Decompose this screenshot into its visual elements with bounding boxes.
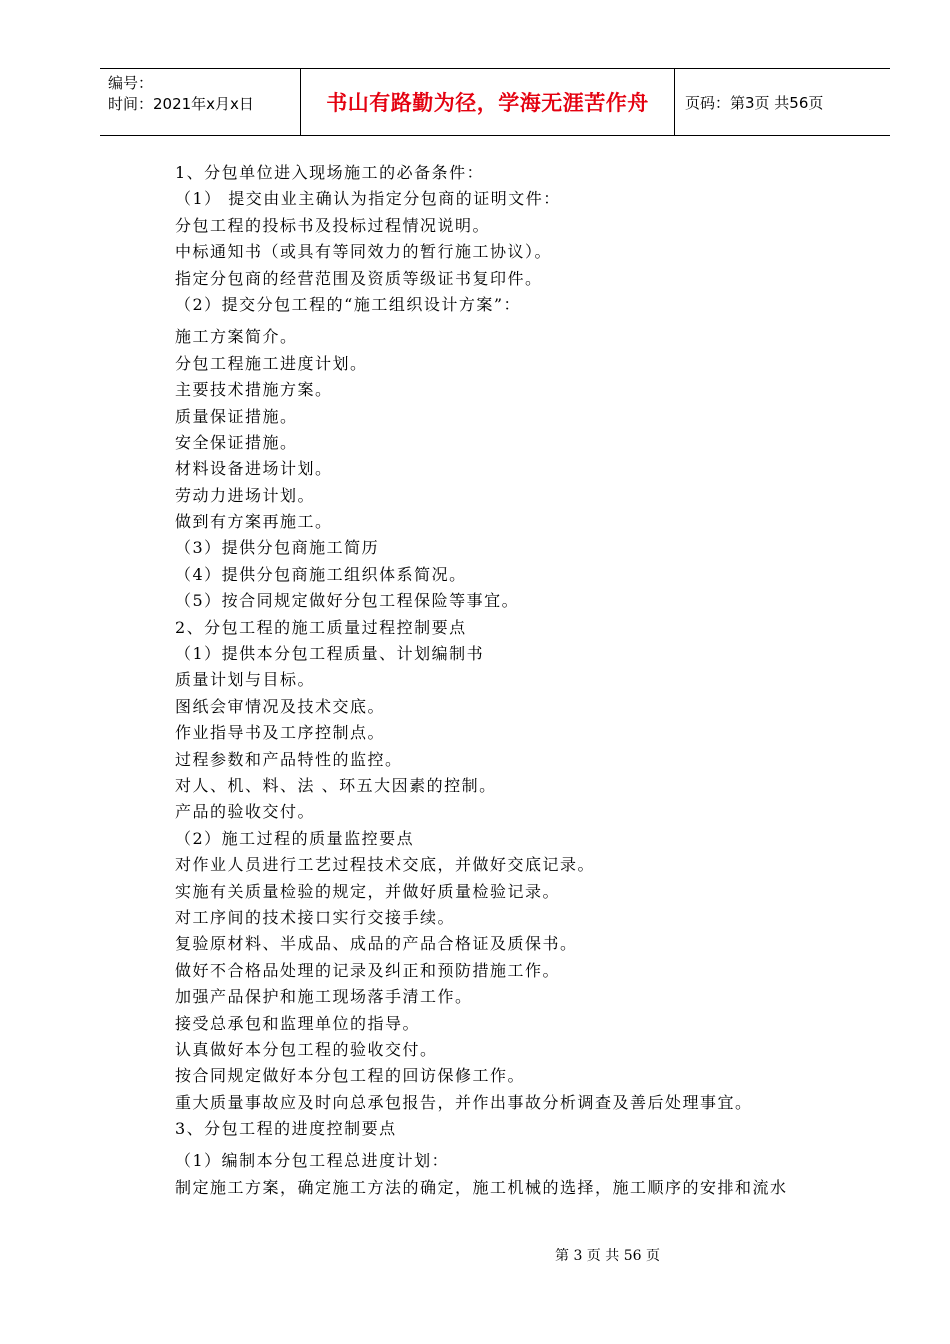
body-line: 质量保证措施。 — [175, 406, 298, 426]
body-line: 做好不合格品处理的记录及纠正和预防措施工作。 — [175, 960, 561, 980]
body-line: （1）编制本分包工程总进度计划： — [175, 1151, 450, 1171]
page-header — [100, 68, 890, 136]
body-line: 对工序间的技术接口实行交接手续。 — [175, 907, 456, 927]
body-line: 认真做好本分包工程的验收交付。 — [175, 1039, 438, 1059]
body-line: 加强产品保护和施工现场落手清工作。 — [175, 987, 473, 1007]
body-line: （1）提供本分包工程质量、计划编制书 — [175, 644, 485, 664]
body-line: 图纸会审情况及技术交底。 — [175, 696, 386, 716]
document-body — [175, 160, 855, 1201]
header-page-label: 页码：第3页 共56页 — [685, 93, 824, 112]
page-footer: 第 3 页 共 56 页 — [555, 1248, 660, 1264]
body-line: 按合同规定做好本分包工程的回访保修工作。 — [175, 1066, 526, 1086]
body-line: 重大质量事故应及时向总承包报告，并作出事故分析调查及善后处理事宜。 — [175, 1092, 753, 1112]
body-line: 质量计划与目标。 — [175, 670, 316, 690]
body-line: 中标通知书（或具有等同效力的暂行施工协议）。 — [175, 242, 553, 262]
body-line: 制定施工方案，确定施工方法的确定，施工机械的选择，施工顺序的安排和流水 — [175, 1177, 788, 1197]
body-line: （3）提供分包商施工简历 — [175, 538, 380, 558]
body-line: 做到有方案再施工。 — [175, 512, 333, 532]
body-line: 分包工程的投标书及投标过程情况说明。 — [175, 215, 491, 235]
body-line: （5）按合同规定做好分包工程保险等事宜。 — [175, 591, 520, 611]
body-line: 产品的验收交付。 — [175, 802, 316, 822]
body-line: 3、分包工程的进度控制要点 — [175, 1119, 397, 1139]
body-line: 过程参数和产品特性的监控。 — [175, 749, 403, 769]
body-line: 主要技术措施方案。 — [175, 380, 333, 400]
body-line: 对人、机、料、法 、环五大因素的控制。 — [175, 775, 497, 795]
header-meta — [100, 69, 301, 135]
body-line: 劳动力进场计划。 — [175, 485, 316, 505]
body-line: （1） 提交由业主确认为指定分包商的证明文件： — [175, 189, 561, 209]
body-line: 材料设备进场计划。 — [175, 459, 333, 479]
body-line: 施工方案简介。 — [175, 327, 298, 347]
body-line: 1、分包单位进入现场施工的必备条件： — [175, 163, 485, 182]
body-line: （2）施工过程的质量监控要点 — [175, 828, 415, 848]
body-line: 分包工程施工进度计划。 — [175, 353, 368, 373]
body-line: 接受总承包和监理单位的指导。 — [175, 1013, 421, 1033]
body-line: （2）提交分包工程的“施工组织设计方案”： — [175, 294, 522, 314]
body-line: 实施有关质量检验的规定，并做好质量检验记录。 — [175, 881, 561, 901]
body-line: 指定分包商的经营范围及资质等级证书复印件。 — [175, 268, 543, 288]
document-time-label: 时间：2021年x月x日 — [108, 95, 254, 113]
header-slogan: 书山有路勤为径，学海无涯苦作舟 — [301, 69, 675, 135]
body-line: 作业指导书及工序控制点。 — [175, 723, 386, 743]
body-line: 安全保证措施。 — [175, 432, 298, 452]
body-line: 对作业人员进行工艺过程技术交底，并做好交底记录。 — [175, 855, 596, 875]
body-line: 复验原材料、半成品、成品的产品合格证及质保书。 — [175, 934, 578, 954]
body-line: 2、分包工程的施工质量过程控制要点 — [175, 617, 467, 637]
body-line: （4）提供分包商施工组织体系简况。 — [175, 564, 467, 584]
document-number-label: 编号： — [108, 74, 154, 92]
